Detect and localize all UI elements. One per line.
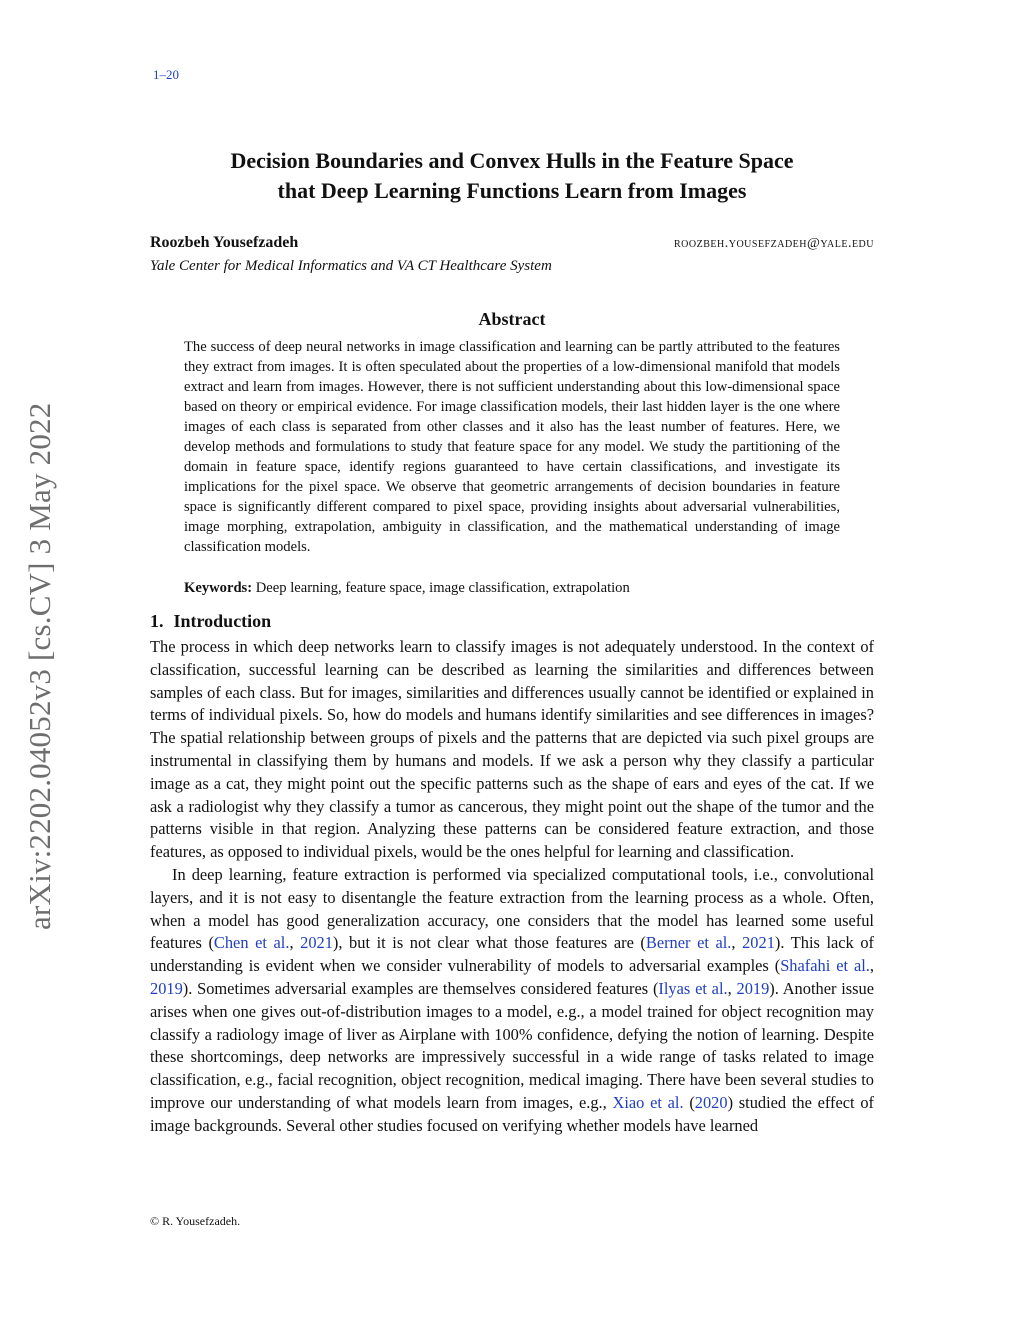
citation-berner-year[interactable]: 2021 bbox=[742, 933, 775, 953]
title-line-2: that Deep Learning Functions Learn from Images bbox=[277, 178, 747, 203]
citation-xiao-year[interactable]: 2020 bbox=[694, 1092, 728, 1112]
citation-ilyas-year[interactable]: 2019 bbox=[736, 978, 770, 998]
paragraph-text: ), but it is not clear what those features are ( bbox=[332, 933, 646, 953]
author-email[interactable]: roozbeh.yousefzadeh@yale.edu bbox=[674, 236, 874, 251]
section-heading-introduction bbox=[150, 611, 271, 632]
arxiv-identifier: arXiv:2202.04052v3 [cs.CV] 3 May 2022 bbox=[22, 402, 57, 930]
paragraph-text: ). This lack of understanding is evident when we consider vulnerability of models to adversarial examples ( bbox=[150, 933, 874, 976]
keywords bbox=[184, 578, 840, 598]
citation-ilyas-author[interactable]: Ilyas et al. bbox=[658, 978, 728, 998]
paragraph-text: In deep learning, feature extraction is performed via specialized computational tools, i.e., convolutional layers, and it is not easy to disentangle the feature extraction from the learning process as a whole. Often, when a model has good generalization accuracy, one considers that the model has learned some useful features ( bbox=[150, 864, 874, 953]
section-title: Introduction bbox=[173, 611, 272, 631]
section-number: 1. bbox=[150, 611, 164, 631]
abstract-text: The success of deep neural networks in image classification and learning can be partly attributed to the features they extract from images. It is often speculated about the properties of a low-dimensional manifold that models extract and learn from images. However, there is not sufficient understanding about this low-dimensional space based on theory or empirical evidence. For image classification models, their last hidden layer is the one where images of each class is separated from other classes and it also has the least number of features. Here, we develop methods and formulations to study that feature space for any model. We study the partitioning of the domain in feature space, identify regions guaranteed to have certain classifications, and investigate its implications for the pixel space. We observe that geometric arrangements of decision boundaries in feature space is significantly different compared to pixel space, providing insights about adversarial vulnerabilities, image morphing, extrapolation, ambiguity in classification, and the mathematical understanding of image classification models. bbox=[184, 339, 840, 555]
copyright-notice: © R. Yousefzadeh. bbox=[150, 1214, 241, 1228]
citation-shafahi-year[interactable]: 2019 bbox=[150, 978, 183, 998]
paper-title bbox=[150, 146, 874, 206]
keywords-label: Keywords: bbox=[184, 580, 253, 596]
intro-paragraph-1: The process in which deep networks learn to classify images is not adequately understood. In the context of classification, successful learning can be described as learning the similarities and differences between samples of each class. But for images, similarities and differences usually cannot be identified or explained in terms of individual pixels. So, how do models and humans identify similarities and see differences in images? The spatial relationship between groups of pixels and the patterns that are depicted via such pixel groups are instrumental in classifying them by humans and models. If we ask a person why they classify a particular image as a cat, they might point out the specific patterns such as the shape of ears and eyes of the cat. If we ask a radiologist why they classify a tumor as cancerous, they might point out the shape of the tumor and the patterns visible in that region. Analyzing these patterns can be considered feature extraction, and those features, as opposed to individual pixels, would be the ones helpful for learning and classification. bbox=[150, 637, 874, 862]
title-line-1: Decision Boundaries and Convex Hulls in the Feature Space bbox=[230, 148, 794, 173]
paragraph-text: ). Sometimes adversarial examples are themselves considered features ( bbox=[182, 978, 659, 998]
citation-chen-author[interactable]: Chen et al. bbox=[213, 933, 290, 953]
author-name: Roozbeh Yousefzadeh bbox=[150, 234, 299, 251]
abstract-heading: Abstract bbox=[478, 309, 546, 329]
citation-xiao-author[interactable]: Xiao et al. bbox=[612, 1092, 684, 1112]
paragraph-text: ). Another issue arises when one gives out-of-distribution images to a model, e.g., a model trained for object recognition may classify a radiology image of liver as Airplane with 100% confidence, defying the notion of learning. Despite these shortcomings, deep networks are impressively successful in a wide range of tasks related to image classification, e.g., facial recognition, object recognition, medical imaging. There have been several studies to improve our understanding of what models learn from images, e.g., bbox=[150, 978, 874, 1112]
keywords-list: Deep learning, feature space, image classification, extrapolation bbox=[255, 580, 630, 596]
author-affiliation: Yale Center for Medical Informatics and VA CT Healthcare System bbox=[150, 258, 552, 274]
introduction-body bbox=[150, 636, 874, 1138]
intro-paragraph-2: In deep learning, feature extraction is performed via specialized computational tools, i.e., convolutional layers, and it is not easy to disentangle the feature extraction from the learning process as a whole. Often, when a model has good generalization accuracy, one considers that the model has learned some useful features (Chen et al., 2021), but it is not clear what those features are (Berner et al., 2021). This lack of understanding is evident when we consider vulnerability of models to adversarial examples (Shafahi et al., 2019). Sometimes adversarial examples are themselves considered features (Ilyas et al., 2019). Another issue arises when one gives out-of-distribution images to a model, e.g., a model trained for object recognition may classify a radiology image of liver as Airplane with 100% confidence, defying the notion of learning. Despite these shortcomings, deep networks are impressively successful in a wide range of tasks related to image classification, e.g., facial recognition, object recognition, medical imaging. There have been several studies to improve our understanding of what models learn from images, e.g., Xiao et al. (2020) studied the effect of image backgrounds. Several other studies focused on verifying whether models have learned bbox=[150, 864, 875, 1135]
author-row bbox=[150, 234, 874, 252]
page-number: 1–20 bbox=[153, 67, 179, 82]
citation-shafahi-author[interactable]: Shafahi et al. bbox=[780, 956, 870, 976]
citation-berner-author[interactable]: Berner et al. bbox=[645, 933, 732, 953]
paragraph-text: studied the effect of image backgrounds. Several other studies focused on verifying whether models have learned bbox=[150, 1092, 875, 1135]
citation-chen-year[interactable]: 2021 bbox=[300, 933, 333, 953]
